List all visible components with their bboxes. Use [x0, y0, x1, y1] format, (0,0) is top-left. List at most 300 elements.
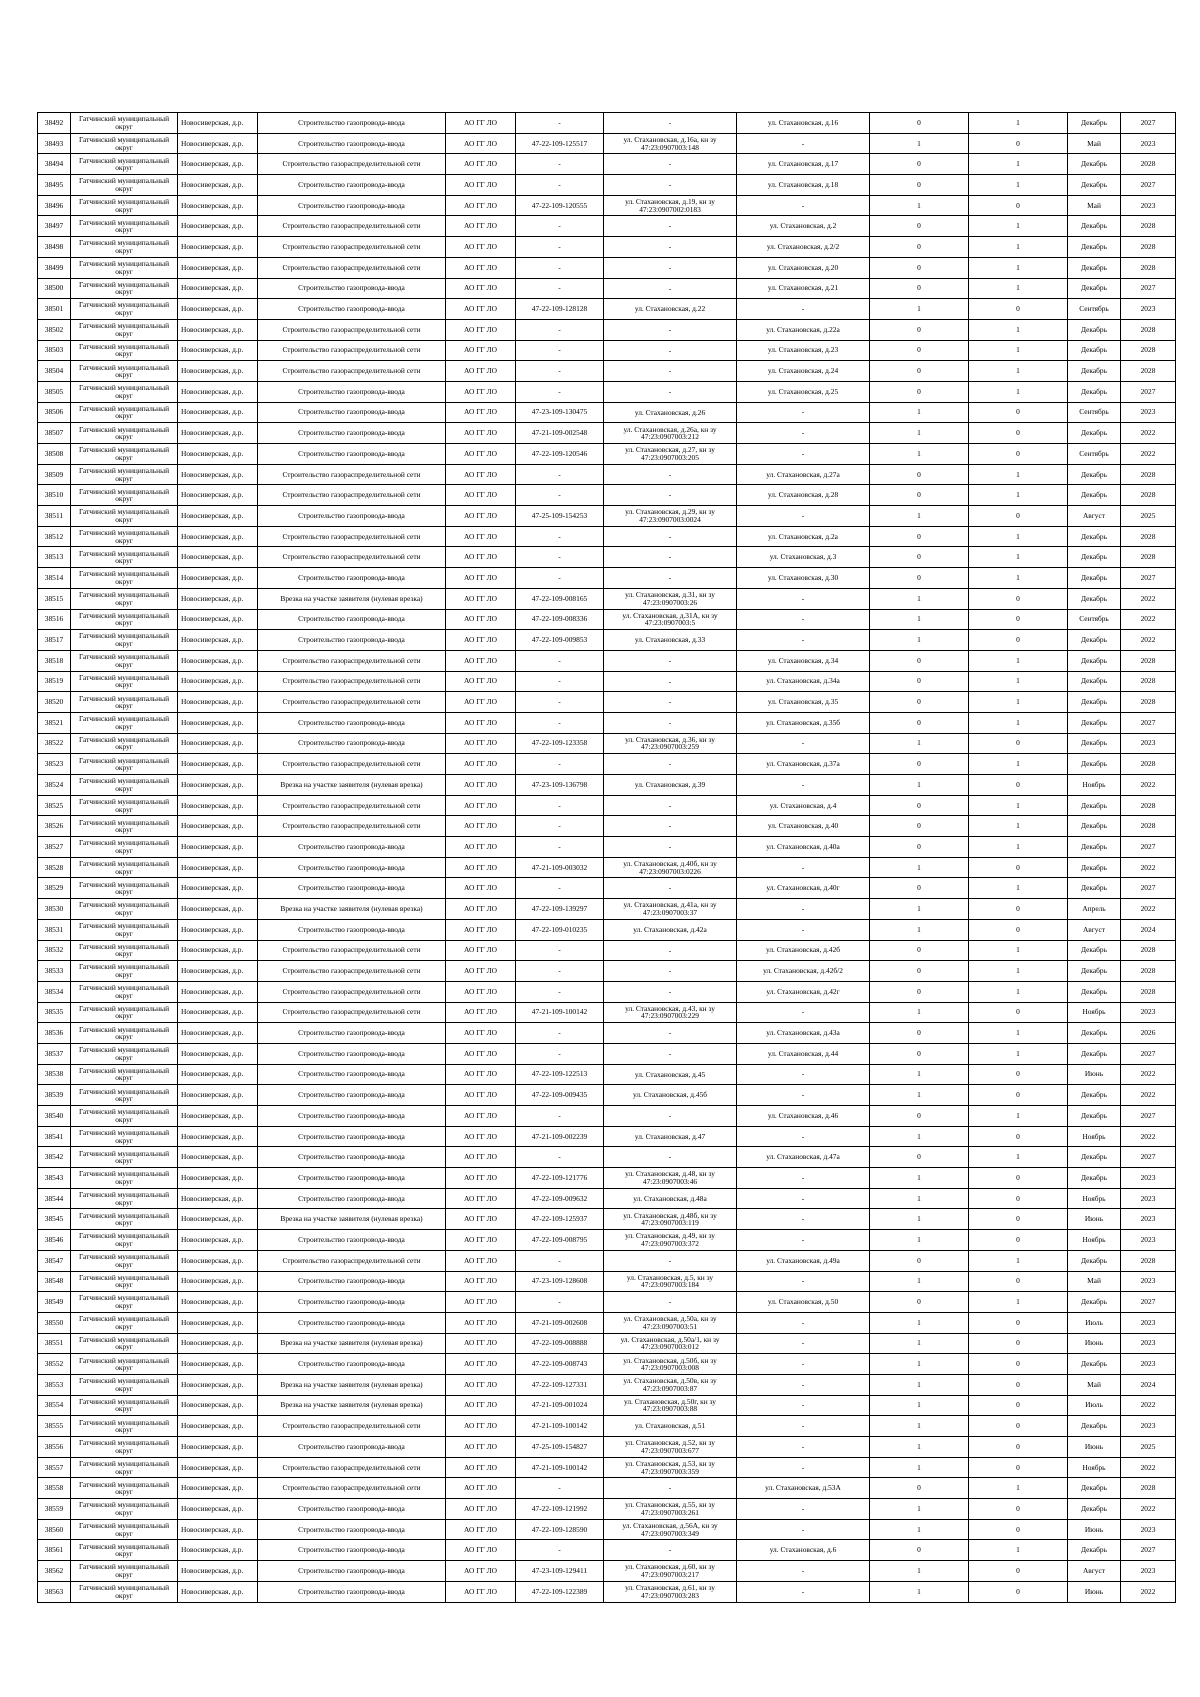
current-address-cell: -: [604, 216, 737, 237]
flag-a-cell: 1: [870, 1209, 969, 1230]
current-address-cell: ул. Стахановская, д.45: [604, 1064, 737, 1085]
month-cell: Декабрь: [1068, 547, 1121, 568]
work-type-cell: Строительство газораспределительной сети: [258, 650, 446, 671]
flag-b-cell: 1: [969, 340, 1068, 361]
current-address-cell: -: [604, 940, 737, 961]
organization-cell: АО ГГ ЛО: [446, 1540, 516, 1561]
month-cell: Сентябрь: [1068, 444, 1121, 465]
registration-number-cell: 47-21-109-002608: [516, 1312, 604, 1333]
month-cell: Декабрь: [1068, 154, 1121, 175]
row-id-cell: 38549: [38, 1292, 71, 1313]
year-cell: 2028: [1121, 795, 1176, 816]
organization-cell: АО ГГ ЛО: [446, 1209, 516, 1230]
work-type-cell: Строительство газораспределительной сети: [258, 1002, 446, 1023]
organization-cell: АО ГГ ЛО: [446, 878, 516, 899]
year-cell: 2023: [1121, 1230, 1176, 1251]
flag-b-cell: 0: [969, 1312, 1068, 1333]
settlement-cell: Новосиверская, д.р.: [178, 1106, 258, 1127]
year-cell: 2028: [1121, 526, 1176, 547]
table-row: [38, 1209, 1176, 1230]
current-address-cell: ул. Стахановская, д.47: [604, 1126, 737, 1147]
registration-number-cell: -: [516, 1292, 604, 1313]
row-id-cell: 38522: [38, 733, 71, 754]
registration-number-cell: 47-22-109-009632: [516, 1188, 604, 1209]
district-cell: Гатчинский муниципальный округ: [71, 464, 178, 485]
work-type-cell: Врезка на участке заявителя (нулевая врезка): [258, 1374, 446, 1395]
year-cell: 2027: [1121, 113, 1176, 134]
work-type-cell: Строительство газораспределительной сети: [258, 319, 446, 340]
current-address-cell: ул. Стахановская, д.31А, кн зу 47:23:0907003:5: [604, 609, 737, 630]
registration-number-cell: 47-22-109-120546: [516, 444, 604, 465]
flag-a-cell: 1: [870, 857, 969, 878]
row-id-cell: 38511: [38, 506, 71, 527]
year-cell: 2028: [1121, 340, 1176, 361]
registration-number-cell: -: [516, 981, 604, 1002]
planned-address-cell: ул. Стахановская, д.46: [737, 1106, 870, 1127]
planned-address-cell: ул. Стахановская, д.20: [737, 257, 870, 278]
settlement-cell: Новосиверская, д.р.: [178, 816, 258, 837]
district-cell: Гатчинский муниципальный округ: [71, 1312, 178, 1333]
registration-number-cell: -: [516, 650, 604, 671]
current-address-cell: -: [604, 464, 737, 485]
registration-number-cell: -: [516, 547, 604, 568]
planned-address-cell: -: [737, 506, 870, 527]
month-cell: Апрель: [1068, 899, 1121, 920]
flag-b-cell: 1: [969, 381, 1068, 402]
row-id-cell: 38518: [38, 650, 71, 671]
planned-address-cell: -: [737, 195, 870, 216]
flag-b-cell: 0: [969, 299, 1068, 320]
month-cell: Июнь: [1068, 1209, 1121, 1230]
row-id-cell: 38560: [38, 1519, 71, 1540]
row-id-cell: 38563: [38, 1581, 71, 1602]
settlement-cell: Новосиверская, д.р.: [178, 1333, 258, 1354]
row-id-cell: 38544: [38, 1188, 71, 1209]
district-cell: Гатчинский муниципальный округ: [71, 113, 178, 134]
month-cell: Декабрь: [1068, 1354, 1121, 1375]
district-cell: Гатчинский муниципальный округ: [71, 1085, 178, 1106]
row-id-cell: 38547: [38, 1250, 71, 1271]
registration-number-cell: -: [516, 795, 604, 816]
district-cell: Гатчинский муниципальный округ: [71, 1126, 178, 1147]
registration-number-cell: 47-22-109-009435: [516, 1085, 604, 1106]
organization-cell: АО ГГ ЛО: [446, 1250, 516, 1271]
row-id-cell: 38519: [38, 671, 71, 692]
flag-b-cell: 0: [969, 1126, 1068, 1147]
settlement-cell: Новосиверская, д.р.: [178, 630, 258, 651]
year-cell: 2028: [1121, 257, 1176, 278]
organization-cell: АО ГГ ЛО: [446, 485, 516, 506]
year-cell: 2022: [1121, 588, 1176, 609]
planned-address-cell: -: [737, 1499, 870, 1520]
settlement-cell: Новосиверская, д.р.: [178, 133, 258, 154]
registration-number-cell: -: [516, 237, 604, 258]
flag-b-cell: 0: [969, 588, 1068, 609]
organization-cell: АО ГГ ЛО: [446, 837, 516, 858]
row-id-cell: 38498: [38, 237, 71, 258]
year-cell: 2023: [1121, 733, 1176, 754]
flag-a-cell: 1: [870, 1230, 969, 1251]
current-address-cell: -: [604, 1478, 737, 1499]
table-row: [38, 133, 1176, 154]
organization-cell: АО ГГ ЛО: [446, 1271, 516, 1292]
flag-b-cell: 0: [969, 609, 1068, 630]
settlement-cell: Новосиверская, д.р.: [178, 1271, 258, 1292]
work-type-cell: Строительство газораспределительной сети: [258, 237, 446, 258]
district-cell: Гатчинский муниципальный округ: [71, 919, 178, 940]
month-cell: Декабрь: [1068, 1250, 1121, 1271]
table-row: [38, 1168, 1176, 1189]
flag-b-cell: 0: [969, 195, 1068, 216]
row-id-cell: 38546: [38, 1230, 71, 1251]
month-cell: Декабрь: [1068, 1499, 1121, 1520]
work-type-cell: Строительство газопровода-ввода: [258, 712, 446, 733]
settlement-cell: Новосиверская, д.р.: [178, 568, 258, 589]
flag-a-cell: 0: [870, 1250, 969, 1271]
registration-number-cell: -: [516, 1106, 604, 1127]
settlement-cell: Новосиверская, д.р.: [178, 1395, 258, 1416]
settlement-cell: Новосиверская, д.р.: [178, 1147, 258, 1168]
registration-number-cell: -: [516, 381, 604, 402]
flag-b-cell: 0: [969, 444, 1068, 465]
current-address-cell: ул. Стахановская, д.26: [604, 402, 737, 423]
current-address-cell: ул. Стахановская, д.50а/1, кн зу 47:23:0907003:012: [604, 1333, 737, 1354]
month-cell: Декабрь: [1068, 381, 1121, 402]
organization-cell: АО ГГ ЛО: [446, 444, 516, 465]
work-type-cell: Строительство газопровода-ввода: [258, 568, 446, 589]
flag-a-cell: 0: [870, 1478, 969, 1499]
flag-b-cell: 1: [969, 216, 1068, 237]
month-cell: Июнь: [1068, 1437, 1121, 1458]
current-address-cell: -: [604, 837, 737, 858]
month-cell: Декабрь: [1068, 1168, 1121, 1189]
settlement-cell: Новосиверская, д.р.: [178, 1002, 258, 1023]
district-cell: Гатчинский муниципальный округ: [71, 899, 178, 920]
work-type-cell: Строительство газораспределительной сети: [258, 692, 446, 713]
flag-a-cell: 0: [870, 1292, 969, 1313]
registration-number-cell: 47-25-109-154827: [516, 1437, 604, 1458]
table-row: [38, 381, 1176, 402]
month-cell: Декабрь: [1068, 464, 1121, 485]
work-type-cell: Строительство газопровода-ввода: [258, 1023, 446, 1044]
flag-a-cell: 1: [870, 1064, 969, 1085]
organization-cell: АО ГГ ЛО: [446, 754, 516, 775]
table-row: [38, 961, 1176, 982]
planned-address-cell: ул. Стахановская, д.34а: [737, 671, 870, 692]
month-cell: Декабрь: [1068, 237, 1121, 258]
flag-b-cell: 1: [969, 485, 1068, 506]
planned-address-cell: -: [737, 588, 870, 609]
settlement-cell: Новосиверская, д.р.: [178, 547, 258, 568]
current-address-cell: ул. Стахановская, д.48, кн зу 47:23:0907003:46: [604, 1168, 737, 1189]
year-cell: 2028: [1121, 319, 1176, 340]
flag-a-cell: 0: [870, 340, 969, 361]
month-cell: Август: [1068, 1561, 1121, 1582]
registration-number-cell: -: [516, 712, 604, 733]
work-type-cell: Строительство газопровода-ввода: [258, 113, 446, 134]
organization-cell: АО ГГ ЛО: [446, 381, 516, 402]
month-cell: Декабрь: [1068, 650, 1121, 671]
organization-cell: АО ГГ ЛО: [446, 795, 516, 816]
district-cell: Гатчинский муниципальный округ: [71, 402, 178, 423]
row-id-cell: 38495: [38, 175, 71, 196]
planned-address-cell: -: [737, 1437, 870, 1458]
table-row: [38, 630, 1176, 651]
district-cell: Гатчинский муниципальный округ: [71, 1147, 178, 1168]
flag-b-cell: 0: [969, 1374, 1068, 1395]
work-type-cell: Строительство газораспределительной сети: [258, 816, 446, 837]
settlement-cell: Новосиверская, д.р.: [178, 175, 258, 196]
flag-b-cell: 0: [969, 1085, 1068, 1106]
work-type-cell: Врезка на участке заявителя (нулевая врезка): [258, 1333, 446, 1354]
planned-address-cell: ул. Стахановская, д.44: [737, 1043, 870, 1064]
table-row: [38, 1437, 1176, 1458]
flag-a-cell: 1: [870, 1395, 969, 1416]
settlement-cell: Новосиверская, д.р.: [178, 257, 258, 278]
month-cell: Декабрь: [1068, 816, 1121, 837]
current-address-cell: -: [604, 1250, 737, 1271]
table-row: [38, 1271, 1176, 1292]
year-cell: 2028: [1121, 671, 1176, 692]
flag-b-cell: 1: [969, 1106, 1068, 1127]
settlement-cell: Новосиверская, д.р.: [178, 299, 258, 320]
year-cell: 2023: [1121, 1519, 1176, 1540]
settlement-cell: Новосиверская, д.р.: [178, 444, 258, 465]
flag-b-cell: 1: [969, 1043, 1068, 1064]
organization-cell: АО ГГ ЛО: [446, 1519, 516, 1540]
flag-a-cell: 0: [870, 257, 969, 278]
planned-address-cell: ул. Стахановская, д.23: [737, 340, 870, 361]
work-type-cell: Строительство газопровода-ввода: [258, 1106, 446, 1127]
flag-b-cell: 0: [969, 1519, 1068, 1540]
flag-b-cell: 0: [969, 1064, 1068, 1085]
organization-cell: АО ГГ ЛО: [446, 1374, 516, 1395]
work-type-cell: Строительство газораспределительной сети: [258, 795, 446, 816]
current-address-cell: -: [604, 1147, 737, 1168]
organization-cell: АО ГГ ЛО: [446, 1002, 516, 1023]
year-cell: 2028: [1121, 940, 1176, 961]
planned-address-cell: -: [737, 1519, 870, 1540]
row-id-cell: 38507: [38, 423, 71, 444]
current-address-cell: -: [604, 113, 737, 134]
registration-number-cell: -: [516, 113, 604, 134]
month-cell: Июнь: [1068, 1064, 1121, 1085]
current-address-cell: ул. Стахановская, д.29, кн зу 47:23:0907003:0024: [604, 506, 737, 527]
flag-b-cell: 1: [969, 175, 1068, 196]
work-type-cell: Строительство газопровода-ввода: [258, 1230, 446, 1251]
work-type-cell: Строительство газопровода-ввода: [258, 1581, 446, 1602]
table-row: [38, 775, 1176, 796]
current-address-cell: ул. Стахановская, д.31, кн зу 47:23:0907003:26: [604, 588, 737, 609]
table-row: [38, 299, 1176, 320]
settlement-cell: Новосиверская, д.р.: [178, 113, 258, 134]
flag-b-cell: 0: [969, 1002, 1068, 1023]
flag-b-cell: 0: [969, 1581, 1068, 1602]
month-cell: Декабрь: [1068, 257, 1121, 278]
organization-cell: АО ГГ ЛО: [446, 1106, 516, 1127]
registration-number-cell: -: [516, 816, 604, 837]
flag-a-cell: 1: [870, 195, 969, 216]
planned-address-cell: -: [737, 1312, 870, 1333]
row-id-cell: 38550: [38, 1312, 71, 1333]
planned-address-cell: -: [737, 423, 870, 444]
district-cell: Гатчинский муниципальный округ: [71, 981, 178, 1002]
month-cell: Декабрь: [1068, 692, 1121, 713]
month-cell: Декабрь: [1068, 878, 1121, 899]
month-cell: Декабрь: [1068, 319, 1121, 340]
organization-cell: АО ГГ ЛО: [446, 671, 516, 692]
row-id-cell: 38540: [38, 1106, 71, 1127]
flag-a-cell: 1: [870, 919, 969, 940]
work-type-cell: Строительство газопровода-ввода: [258, 1437, 446, 1458]
table-row: [38, 981, 1176, 1002]
flag-b-cell: 1: [969, 464, 1068, 485]
settlement-cell: Новосиверская, д.р.: [178, 1499, 258, 1520]
table-row: [38, 857, 1176, 878]
row-id-cell: 38536: [38, 1023, 71, 1044]
settlement-cell: Новосиверская, д.р.: [178, 381, 258, 402]
current-address-cell: ул. Стахановская, д.5, кн зу 47:23:0907003:184: [604, 1271, 737, 1292]
settlement-cell: Новосиверская, д.р.: [178, 733, 258, 754]
row-id-cell: 38529: [38, 878, 71, 899]
current-address-cell: ул. Стахановская, д.33: [604, 630, 737, 651]
month-cell: Декабрь: [1068, 1292, 1121, 1313]
month-cell: Декабрь: [1068, 423, 1121, 444]
table-row: [38, 650, 1176, 671]
work-type-cell: Строительство газораспределительной сети: [258, 1250, 446, 1271]
current-address-cell: ул. Стахановская, д.19, кн зу 47:23:0907002:0183: [604, 195, 737, 216]
current-address-cell: ул. Стахановская, д.50б, кн зу 47:23:0907003:008: [604, 1354, 737, 1375]
registration-number-cell: 47-22-109-009853: [516, 630, 604, 651]
planned-address-cell: -: [737, 1395, 870, 1416]
planned-address-cell: -: [737, 444, 870, 465]
settlement-cell: Новосиверская, д.р.: [178, 340, 258, 361]
flag-b-cell: 0: [969, 423, 1068, 444]
current-address-cell: -: [604, 319, 737, 340]
work-type-cell: Строительство газопровода-ввода: [258, 1271, 446, 1292]
month-cell: Декабрь: [1068, 113, 1121, 134]
district-cell: Гатчинский муниципальный округ: [71, 712, 178, 733]
organization-cell: АО ГГ ЛО: [446, 1085, 516, 1106]
table-row: [38, 1457, 1176, 1478]
work-type-cell: Строительство газопровода-ввода: [258, 919, 446, 940]
table-row: [38, 1416, 1176, 1437]
district-cell: Гатчинский муниципальный округ: [71, 878, 178, 899]
registration-number-cell: -: [516, 278, 604, 299]
district-cell: Гатчинский муниципальный округ: [71, 1478, 178, 1499]
current-address-cell: ул. Стахановская, д.55, кн зу 47:23:0907003:261: [604, 1499, 737, 1520]
settlement-cell: Новосиверская, д.р.: [178, 1540, 258, 1561]
row-id-cell: 38539: [38, 1085, 71, 1106]
flag-b-cell: 0: [969, 630, 1068, 651]
registration-number-cell: 47-22-109-139297: [516, 899, 604, 920]
registration-number-cell: -: [516, 319, 604, 340]
district-cell: Гатчинский муниципальный округ: [71, 1395, 178, 1416]
settlement-cell: Новосиверская, д.р.: [178, 1085, 258, 1106]
settlement-cell: Новосиверская, д.р.: [178, 837, 258, 858]
flag-b-cell: 0: [969, 733, 1068, 754]
table-row: [38, 692, 1176, 713]
month-cell: Июль: [1068, 1312, 1121, 1333]
table-row: [38, 754, 1176, 775]
flag-b-cell: 1: [969, 257, 1068, 278]
registration-number-cell: 47-22-109-123358: [516, 733, 604, 754]
year-cell: 2022: [1121, 1457, 1176, 1478]
flag-a-cell: 0: [870, 216, 969, 237]
registration-number-cell: 47-21-109-100142: [516, 1416, 604, 1437]
current-address-cell: -: [604, 278, 737, 299]
district-cell: Гатчинский муниципальный округ: [71, 857, 178, 878]
work-type-cell: Строительство газораспределительной сети: [258, 961, 446, 982]
flag-a-cell: 0: [870, 113, 969, 134]
planned-address-cell: ул. Стахановская, д.37а: [737, 754, 870, 775]
registration-number-cell: 47-22-109-127331: [516, 1374, 604, 1395]
row-id-cell: 38558: [38, 1478, 71, 1499]
organization-cell: АО ГГ ЛО: [446, 1126, 516, 1147]
settlement-cell: Новосиверская, д.р.: [178, 899, 258, 920]
flag-b-cell: 1: [969, 278, 1068, 299]
row-id-cell: 38532: [38, 940, 71, 961]
organization-cell: АО ГГ ЛО: [446, 319, 516, 340]
planned-address-cell: ул. Стахановская, д.49а: [737, 1250, 870, 1271]
planned-address-cell: -: [737, 1457, 870, 1478]
month-cell: Июль: [1068, 1395, 1121, 1416]
planned-address-cell: -: [737, 1271, 870, 1292]
current-address-cell: -: [604, 1043, 737, 1064]
row-id-cell: 38502: [38, 319, 71, 340]
organization-cell: АО ГГ ЛО: [446, 464, 516, 485]
table-row: [38, 423, 1176, 444]
registration-number-cell: 47-22-109-125517: [516, 133, 604, 154]
year-cell: 2027: [1121, 175, 1176, 196]
flag-a-cell: 1: [870, 609, 969, 630]
flag-b-cell: 0: [969, 1333, 1068, 1354]
work-type-cell: Строительство газораспределительной сети: [258, 154, 446, 175]
year-cell: 2027: [1121, 1106, 1176, 1127]
settlement-cell: Новосиверская, д.р.: [178, 671, 258, 692]
registration-number-cell: -: [516, 1023, 604, 1044]
month-cell: Декабрь: [1068, 1085, 1121, 1106]
work-type-cell: Строительство газопровода-ввода: [258, 1188, 446, 1209]
flag-a-cell: 0: [870, 1043, 969, 1064]
table-row: [38, 1581, 1176, 1602]
row-id-cell: 38554: [38, 1395, 71, 1416]
year-cell: 2023: [1121, 1312, 1176, 1333]
month-cell: Декабрь: [1068, 1540, 1121, 1561]
year-cell: 2028: [1121, 692, 1176, 713]
organization-cell: АО ГГ ЛО: [446, 113, 516, 134]
settlement-cell: Новосиверская, д.р.: [178, 1064, 258, 1085]
organization-cell: АО ГГ ЛО: [446, 1437, 516, 1458]
organization-cell: АО ГГ ЛО: [446, 1312, 516, 1333]
flag-a-cell: 1: [870, 1312, 969, 1333]
month-cell: Ноябрь: [1068, 1126, 1121, 1147]
organization-cell: АО ГГ ЛО: [446, 547, 516, 568]
table-row: [38, 1064, 1176, 1085]
organization-cell: АО ГГ ЛО: [446, 1561, 516, 1582]
row-id-cell: 38496: [38, 195, 71, 216]
registration-number-cell: -: [516, 485, 604, 506]
planned-address-cell: ул. Стахановская, д.53А: [737, 1478, 870, 1499]
month-cell: Декабрь: [1068, 278, 1121, 299]
month-cell: Декабрь: [1068, 1147, 1121, 1168]
work-type-cell: Строительство газораспределительной сети: [258, 981, 446, 1002]
current-address-cell: ул. Стахановская, д.36, кн зу 47:23:0907003:259: [604, 733, 737, 754]
planned-address-cell: -: [737, 733, 870, 754]
planned-address-cell: -: [737, 1581, 870, 1602]
flag-b-cell: 1: [969, 1478, 1068, 1499]
current-address-cell: ул. Стахановская, д.16а, кн зу 47:23:0907003:148: [604, 133, 737, 154]
